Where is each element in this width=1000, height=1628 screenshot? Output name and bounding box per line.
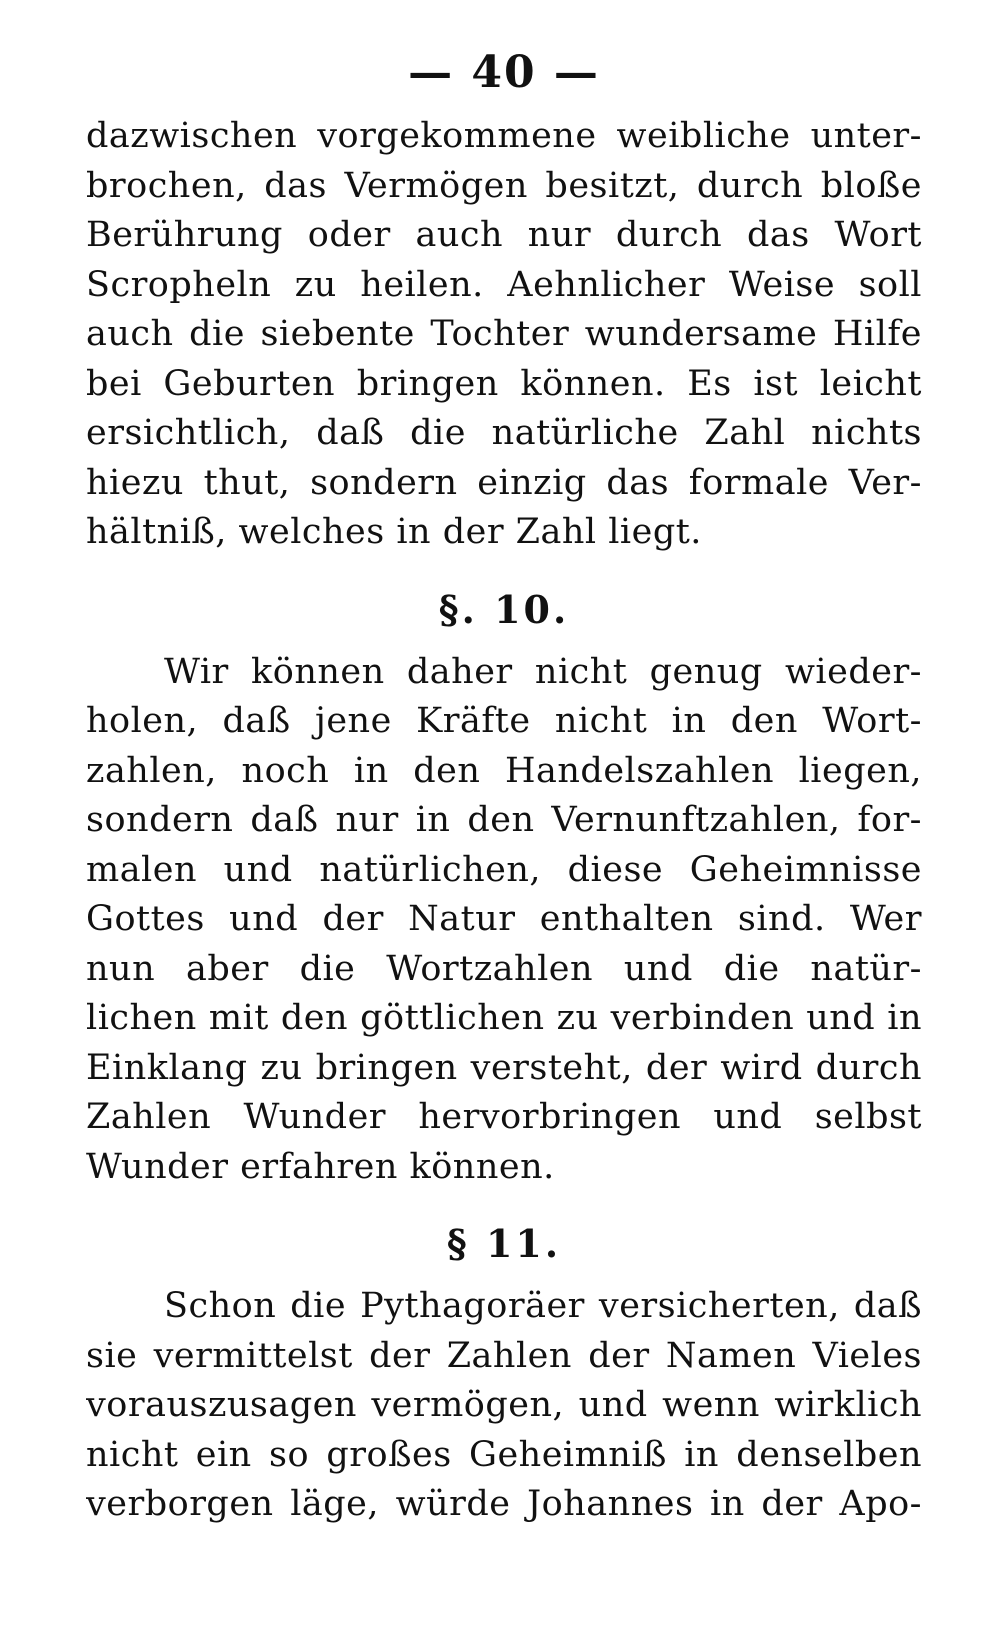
page-number: — 40 — — [408, 47, 600, 98]
text-line: Scropheln zu heilen. Aehnlicher Weise soll — [86, 264, 922, 305]
text-line: Berührung oder auch nur durch das Wort — [86, 215, 922, 255]
text-line: Einklang zu bringen versteht, der wird durch — [86, 1047, 922, 1088]
text-line: ersichtlich, daß die natürliche Zahl nichts — [86, 413, 922, 453]
text-line: lichen mit den göttlichen zu verbinden und in — [86, 998, 922, 1038]
text-line: dazwischen vorgekommene weibliche unter- — [86, 116, 922, 156]
text-line: nicht ein so großes Geheimniß in denselben — [86, 1434, 922, 1475]
paragraph-continued — [86, 112, 922, 558]
text-line: verborgen läge, würde Johannes in der Apo- — [86, 1484, 922, 1524]
section-heading-11: § 11. — [446, 1221, 562, 1266]
text-line: brochen, das Vermögen besitzt, durch bloße — [86, 165, 922, 206]
text-line: Gottes und der Natur enthalten sind. Wer — [86, 899, 922, 939]
text-line: vorauszusagen vermögen, und wenn wirklich — [86, 1385, 922, 1425]
text-line: nun aber die Wortzahlen und die natür- — [86, 948, 922, 989]
text-line: Zahlen Wunder hervorbringen und selbst — [86, 1097, 922, 1137]
text-line: hältniß, welches in der Zahl liegt. — [86, 512, 702, 552]
section-heading-10: §. 10. — [438, 586, 570, 632]
text-line: sie vermittelst der Zahlen der Namen Vieles — [86, 1335, 922, 1376]
text-line: hiezu thut, sondern einzig das formale Ver- — [86, 462, 922, 503]
text-line: Wunder erfahren können. — [86, 1146, 555, 1187]
text-line: bei Geburten bringen können. Es ist leicht — [86, 363, 922, 404]
text-line: Wir können daher nicht genug wieder- — [164, 651, 922, 692]
text-line: Schon die Pythagoräer versicherten, daß — [164, 1286, 922, 1326]
section-11-paragraph — [86, 1282, 922, 1530]
text-line: zahlen, noch in den Handelszahlen liegen, — [86, 750, 922, 791]
text-line: sondern daß nur in den Vernunftzahlen, for- — [86, 800, 922, 840]
text-line: holen, daß jene Kräfte nicht in den Wort- — [86, 701, 922, 741]
section-10-paragraph — [86, 648, 922, 1193]
text-line: auch die siebente Tochter wundersame Hilfe — [86, 314, 922, 354]
text-line: malen und natürlichen, diese Geheimnisse — [86, 849, 922, 890]
